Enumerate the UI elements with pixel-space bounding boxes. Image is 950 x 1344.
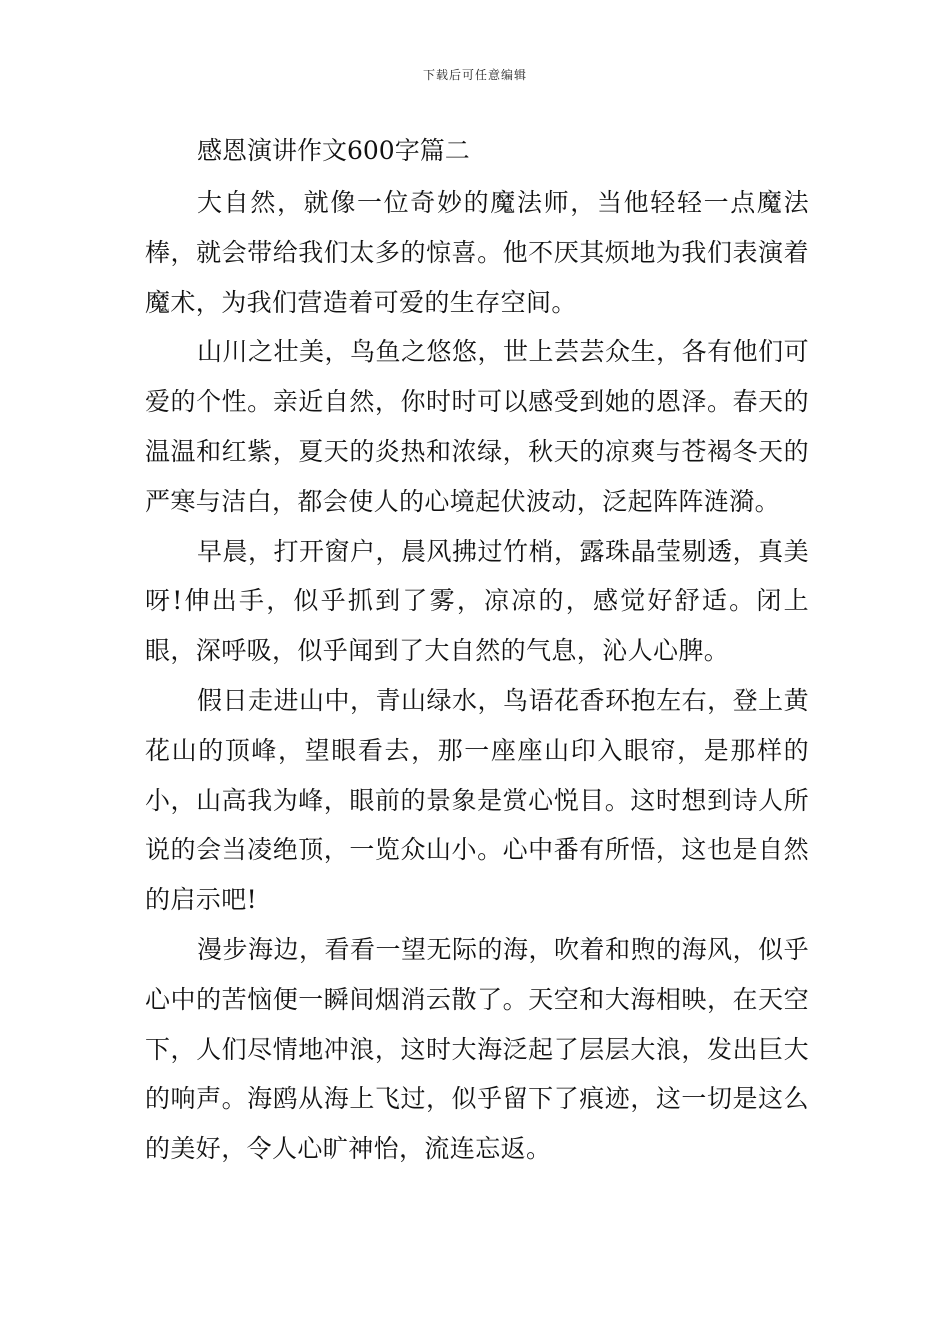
paragraph: 山川之壮美，鸟鱼之悠悠，世上芸芸众生，各有他们可爱的个性。亲近自然，你时时可以感受到她的恩泽。春天的温温和红紫，夏天的炎热和浓绿，秋天的凉爽与苍褐冬天的严寒与洁白，都会使人的心境起伏波动，泛起阵阵涟漪。 [145,337,809,516]
paragraph: 大自然，就像一位奇妙的魔法师，当他轻轻一点魔法棒，就会带给我们太多的惊喜。他不厌其烦地为我们表演着魔术，为我们营造着可爱的生存空间。 [145,188,809,317]
paragraph: 早晨，打开窗户，晨风拂过竹梢，露珠晶莹剔透，真美呀!伸出手，似乎抓到了雾，凉凉的，感觉好舒适。闭上眼，深呼吸，似乎闻到了大自然的气息，沁人心脾。 [145,536,809,666]
header-note: 下载后可任意编辑 [422,68,527,82]
paragraph: 漫步海边，看看一望无际的海，吹着和煦的海风，似乎心中的苦恼便一瞬间烟消云散了。天空和大海相映，在天空下，人们尽情地冲浪，这时大海泛起了层层大浪，发出巨大的响声。海鸥从海上飞过，似乎留下了痕迹，这一切是这么的美好，令人心旷神怡，流连忘返。 [145,934,809,1164]
document-title: 感恩演讲作文600字篇二 [197,136,470,165]
document-body [145,178,809,1174]
paragraph: 假日走进山中，青山绿水，鸟语花香环抱左右，登上黄花山的顶峰，望眼看去，那一座座山印入眼帘，是那样的小，山高我为峰，眼前的景象是赏心悦目。这时想到诗人所说的会当凌绝顶，一览众山小。心中番有所悟，这也是自然的启示吧! [145,685,809,915]
